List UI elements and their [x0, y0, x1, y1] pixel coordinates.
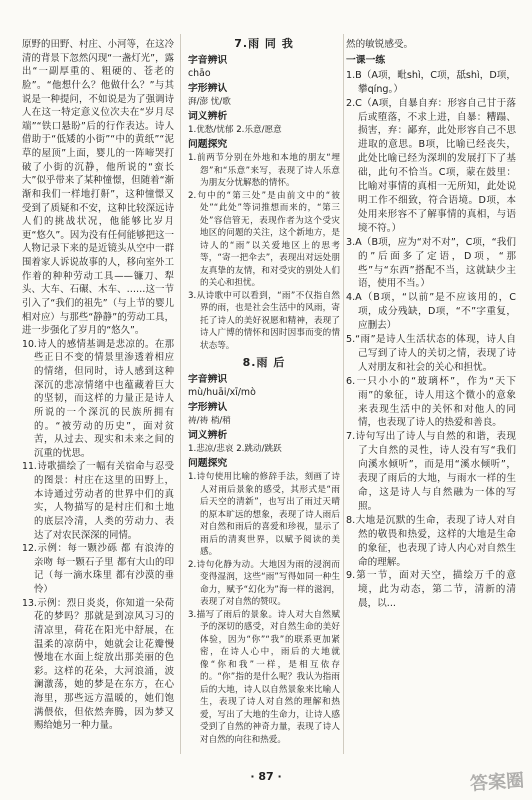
column-divider [343, 34, 344, 754]
section-heading: 一课一练 [346, 54, 386, 66]
section-heading: 问题探究 [188, 457, 228, 469]
answer-paragraph: 8.大地是沉默的生命，表现了诗人对自然的敬畏和热爱，这样的大地是生命的象征，也表现了诗人内心对自然生命的理解。 [346, 514, 516, 568]
answer-line: 1.悲凉/悲哀 2.跳动/跳跃 [188, 444, 282, 454]
answer-paragraph: 9.第一节，面对天空，描绘万千的意境，此为动态，第二节，清新的清晨，以... [346, 570, 516, 610]
answer-paragraph: 2.C（A项，自暴自弃：形容自己甘于落后或堕落，不求上进，自暴：糟蹋、损害，弃：鄙弃，此处形容自己不思进取的意思。B项，比喻已经丧失，此处比喻已经为深圳的发展打下了基础，此句不恰当。C项，蒙在鼓里：比喻对事情的真相一无所知，此处说明工作不细致，符合语境。D项，本处用来形容不了解事情的真相，与语境不符。） [346, 97, 516, 234]
answer-paragraph: 6.一只小小的“玻璃杯”，作为“天下雨”的象征，诗人用这个微小的意象来表现生活中的关怀和对他人的同情，也表现了诗人的热爱和善良。 [346, 375, 516, 429]
answer-paragraph: 1.前两节分别在外地和本地的朋友“埋怨”和“乐意”来写，表现了诗人乐意为朋友分忧解愁的情怀。 [188, 153, 340, 188]
pinyin-answer: mù/huāi/xī/mò [188, 387, 256, 398]
section-heading: 字音辨识 [188, 54, 228, 66]
pinyin-answer: chāo [188, 68, 211, 79]
answer-line: 祷/祷 梢/稍 [188, 416, 231, 426]
answer-paragraph: 2.诗句化静为动。大地因为雨的浸润而变得湿润，这些“雨”写得如同一种生命力，赋予“幻化为”海一样的滋润，表现了对自然的赞叹。 [188, 559, 340, 607]
left-paragraph: 12.示例：每一颗沙砾 都 有浪涛的亲吻 每一颗石子里 都有大山的印记（每一滴水珠里 都有沙漠的垂怜） [22, 543, 174, 595]
left-column [22, 38, 174, 733]
answer-line: 1.优愁/忧郁 2.乐意/愿意 [188, 125, 282, 135]
section-heading: 词义辨析 [188, 110, 228, 122]
answer-line: 然的敏锐感受。 [346, 39, 414, 50]
left-paragraph: 10.诗人的感情基调是悲凉的。在那些正日不变的情景里渗透着相应的情绪，但同时，诗人感到这种深沉的悲凉情绪中也蕴藏着巨大的坚韧，而这样的力量正是诗人所说的一个深沉的民族所拥有的。“被劳动的历史”，面对贫苦，从过去、现实和未来之间的沉重的忧思。 [22, 338, 174, 459]
answer-paragraph: 3.A（B项，应为“对不对”，C项，“我们的”后面多了定语，D项，“那些”与“东西”搭配不当，这就缺少主语，使用不当。） [346, 236, 516, 290]
section-heading: 字形辨认 [188, 401, 228, 413]
answer-line: 湃/澎 忧/歌 [188, 97, 231, 107]
section-heading: 字形辨认 [188, 82, 228, 94]
watermark-logo: 答案圈 [469, 770, 525, 795]
column-divider [180, 34, 181, 754]
answer-paragraph: 3.描写了雨后的景象。诗人对大自然赋予的深切的感受，对自然生命的美好体验，因为“你”“我”的联系更加紧密，在诗人心中，雨后的大地就像“你和我”一样，是相互依存的。“你”指的是什么呢？我认为指雨后的大地，诗人以自然景象来比喻人生，表现了诗人对自然的理解和热爱，写出了大地的生命力，让诗人感受到了自然的神奇力量，表现了诗人对自然的向往和热爱。 [188, 609, 340, 745]
answer-paragraph: 4.A（B项，“以前”是不应该用的，C项，成分残缺，D项，“不”字重复，应删去） [346, 292, 516, 332]
right-column [346, 38, 516, 611]
answer-paragraph: 3.从诗歌中可以看到，“雨”不仅指自然界的雨，也是社会生活中的风雨，寄托了诗人的美好祝愿和精神，表现了诗人广博的情怀和因时因事而变的情状态等。 [188, 290, 340, 351]
section-heading: 问题探究 [188, 138, 228, 150]
section-heading: 词义辨析 [188, 429, 228, 441]
left-paragraph: 11.诗歌描绘了一幅有关宿命与忍受的图景：村庄在这里的田野上，本诗通过劳动者的世界中们的真实，人物描写的是村庄们和土地的底层冷清，人类的劳动力、表达了对农民深深的同情。 [22, 461, 174, 541]
answer-paragraph: 1.B（A项，毗shì，C项，舐shì，D项，攀qíng。） [346, 69, 516, 95]
section-heading: 字音辨识 [188, 373, 228, 385]
lesson-title: 8.雨 后 [242, 356, 286, 369]
lesson-title: 7.雨 同 我 [234, 37, 294, 50]
answer-paragraph: 7.诗句写出了诗人与自然的和谐，表现了大自然的灵性，诗人没有写“我们向溪水倾听”，而是用“溪水倾听”，表现了雨后的大地，与雨水一样的生命，这是诗人与自然融为一体的写照。 [346, 431, 516, 512]
answer-paragraph: 5.“雨”是诗人生活状态的体现，诗人自己写到了诗人的关切之情，表现了诗人对朋友和社会的关心和担忧。 [346, 334, 516, 373]
page-number: · 87 · [250, 770, 282, 783]
answer-paragraph: 2.句中的“第三处”是由前文中的“彼处”“此处”等词推想而来的，“第三处”容信管无，表现作者为这个受灾地区的问题的关注，这个新地方，是诗人的“雨”以关爱地区上的思考等，“寄一把伞去”，表现出对远处朋友真挚的友情，和对受灾的别处人们的关心和担忧。 [188, 190, 340, 288]
left-paragraph: 13.示例：烈日炎炎，你知道一朵荷花的梦吗？那就是到凉风习习的清凉里，荷花在阳光中舒展，在温柔的凉荫中，她就会让花瓣慢慢地在水面上绽放出那美丽的色彩。这样的花朵，大河浪涌，波澜激荡，她的梦是在东方，在心海里，那些远方温暖的，她们饱满偎依，但依然奔腾，因为梦又赐给她另一种力量。 [22, 597, 174, 732]
left-paragraph: 原野的田野、村庄、小河等，在这冷清的背景下忽然闪现“一盏灯光”，露出“一副厚重的、粗硬的、苍老的脸”。“他想什么？他做什么？”与其说是一种提问，不如说是为了强调诗人在这一特定意义位次夫在“岁月尽端”“铁口悬盼”后的行作表达。诗人借助于“低矮的小街”“中的黄纸”“泥草的屋顶”上面，婴儿的一阵啼哭打破了小街的沉静，他所说的“蛮长大”似乎带来了某种憧憬，但随着“渐渐和我们一样地打鼾”，这种憧憬又受到了质疑和不安，这种比较深远诗人们的挑战状况，他能够比岁月更“悠久”。因为没有任何能够把这一人物记录下来的是近镜头从空中一群围着家人诉说故事的人，移向室外工作着的种种劳动工具——镰刀、犁头、大车、石碾、木车、……这一节引入了“我们的祖先”（与上节的婴儿相对应）与那些“静静”的劳动工具，进一步强化了岁月的“悠久”。 [22, 39, 174, 337]
middle-column [188, 38, 340, 746]
answer-paragraph: 1.诗句使用比喻的修辞手法，刻画了诗人对雨后景象的感受，其形式是“雨后天空的清新”，也写出了雨过天晴的原本旷远的想象，表现了诗人雨后对自然和雨后的喜爱和珍视，显示了雨后的清爽世界，以赋予阅读的美感。 [188, 472, 340, 557]
